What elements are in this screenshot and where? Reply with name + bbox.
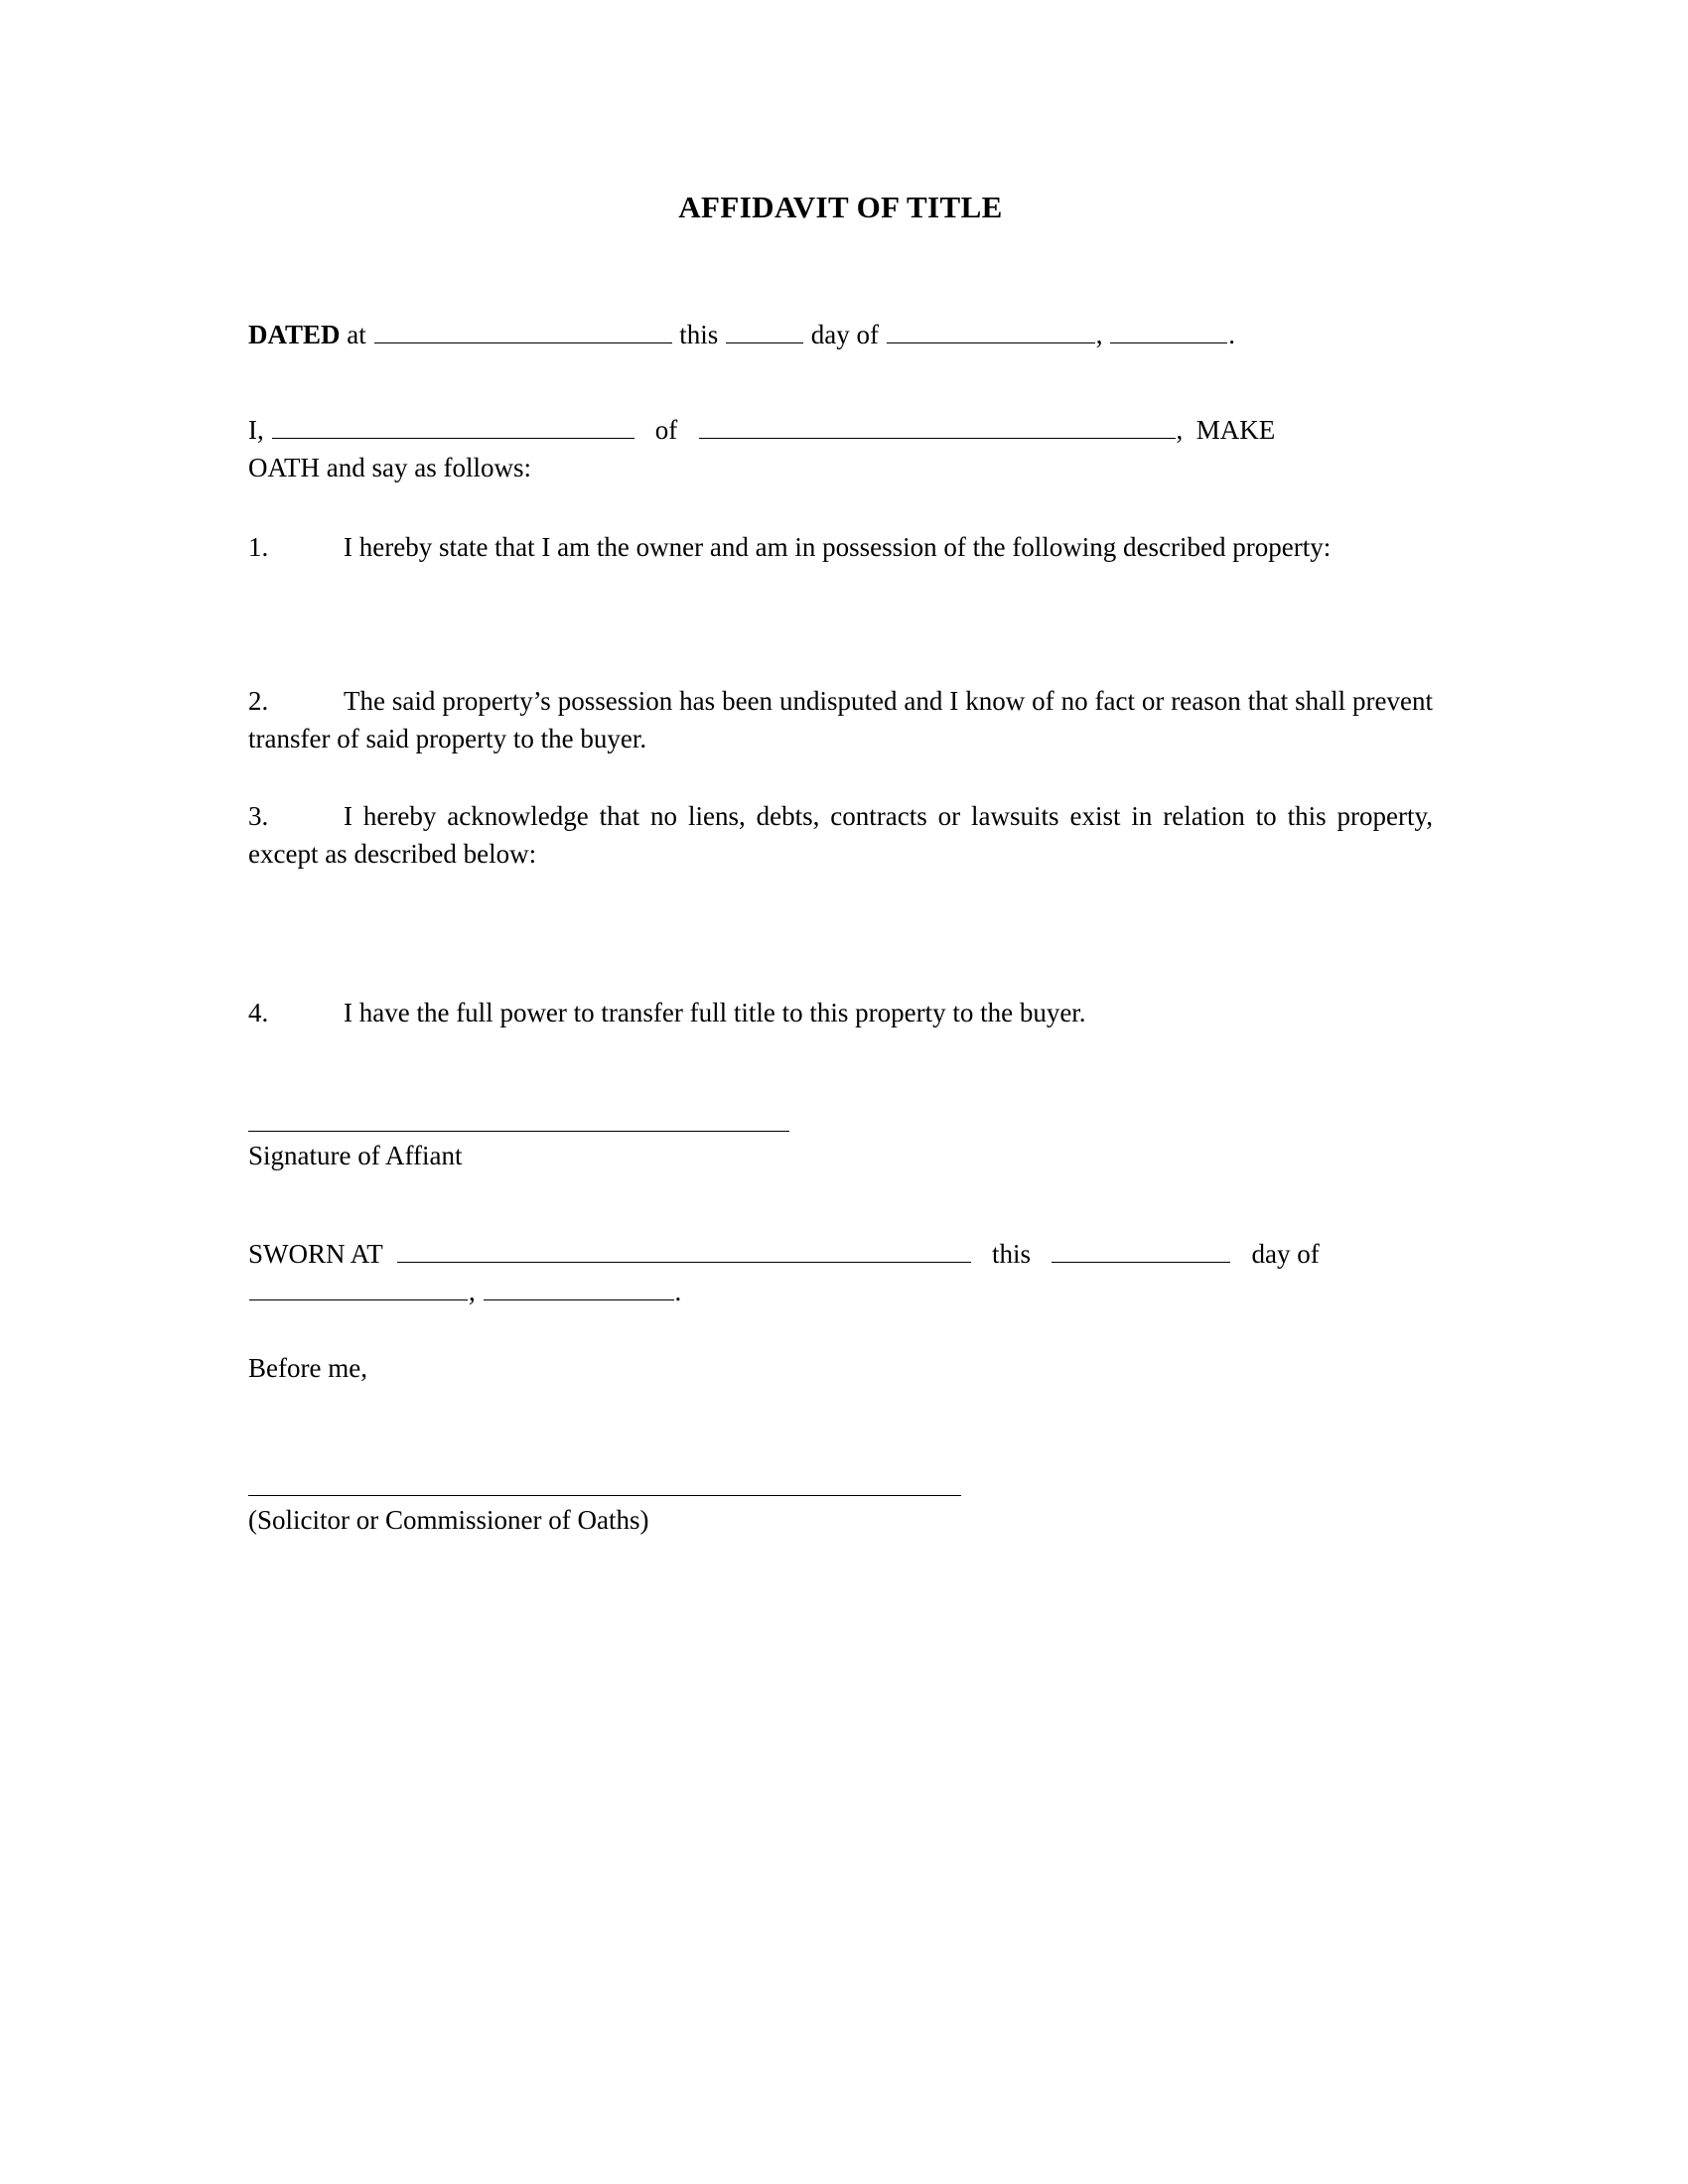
spacer <box>248 487 1433 529</box>
spacer <box>248 1174 1433 1236</box>
dated-label: DATED <box>248 320 341 350</box>
dated-line <box>248 317 1433 354</box>
sworn-day-field[interactable] <box>1052 1237 1230 1263</box>
dated-day-field[interactable] <box>726 318 803 343</box>
page-title: AFFIDAVIT OF TITLE <box>678 190 1003 224</box>
dated-day-of-words: day of <box>810 320 880 350</box>
dated-comma: , <box>1095 320 1103 350</box>
clause-4 <box>248 995 1433 1032</box>
spacer <box>248 225 1433 317</box>
before-me-line: Before me, <box>248 1353 367 1384</box>
dated-at-word: at <box>340 320 366 350</box>
sworn-place-field[interactable] <box>397 1237 971 1263</box>
spacer <box>248 1031 1433 1131</box>
affiant-name-field[interactable] <box>272 413 634 439</box>
solicitor-label: (Solicitor or Commissioner of Oaths) <box>248 1505 649 1536</box>
clause-2-number: 2. <box>248 686 269 717</box>
dated-this-word: this <box>679 320 719 350</box>
oath-intro <box>248 412 1433 487</box>
clause-2-text: The said property’s possession has been undisputed and I know of no fact or reason that shall prevent transfer of said property to the buyer. <box>248 686 1433 754</box>
affiant-i-label: I, <box>248 414 264 445</box>
affiant-signature-label: Signature of Affiant <box>248 1141 463 1171</box>
of-word: of <box>654 414 678 445</box>
spacer <box>248 354 1433 412</box>
affiant-address-field[interactable] <box>699 413 1176 439</box>
clause-1-number: 1. <box>248 531 269 562</box>
document-body <box>248 0 1433 1539</box>
clause-3-number: 3. <box>248 800 269 831</box>
dated-place-field[interactable] <box>374 318 672 343</box>
make-word: MAKE <box>1196 414 1276 445</box>
dated-period: . <box>1228 320 1236 350</box>
sworn-comma: , <box>469 1276 476 1306</box>
oath-comma: , <box>1176 414 1184 445</box>
clause-3-text: I hereby acknowledge that no liens, debts, contracts or lawsuits exist in relation to this property, except as described below: <box>248 800 1433 869</box>
dated-month-field[interactable] <box>887 318 1095 343</box>
clause-1-text: I hereby state that I am the owner and am in possession of the following described property: <box>344 531 1332 562</box>
spacer-exceptions-description <box>248 874 1433 995</box>
spacer <box>248 758 1433 798</box>
sworn-day-of-words: day of <box>1251 1238 1320 1269</box>
clause-3 <box>248 798 1433 874</box>
spacer <box>248 1388 1433 1495</box>
sworn-at-label: SWORN AT <box>248 1238 383 1269</box>
sworn-month-field[interactable] <box>249 1275 468 1300</box>
clause-4-number: 4. <box>248 997 269 1027</box>
oath-second-line: OATH and say as follows: <box>248 452 531 482</box>
sworn-year-field[interactable] <box>484 1275 674 1300</box>
solicitor-signature-line[interactable] <box>248 1495 961 1496</box>
affiant-signature-line[interactable] <box>248 1131 789 1132</box>
spacer <box>248 1310 1433 1350</box>
sworn-at-line <box>248 1236 1433 1311</box>
clause-2 <box>248 683 1433 758</box>
spacer-property-description <box>248 566 1433 683</box>
sworn-period: . <box>674 1276 682 1306</box>
sworn-this-word: this <box>992 1238 1032 1269</box>
clause-4-text: I have the full power to transfer full title to this property to the buyer. <box>344 997 1086 1027</box>
dated-year-field[interactable] <box>1110 318 1227 343</box>
clause-1 <box>248 529 1433 567</box>
